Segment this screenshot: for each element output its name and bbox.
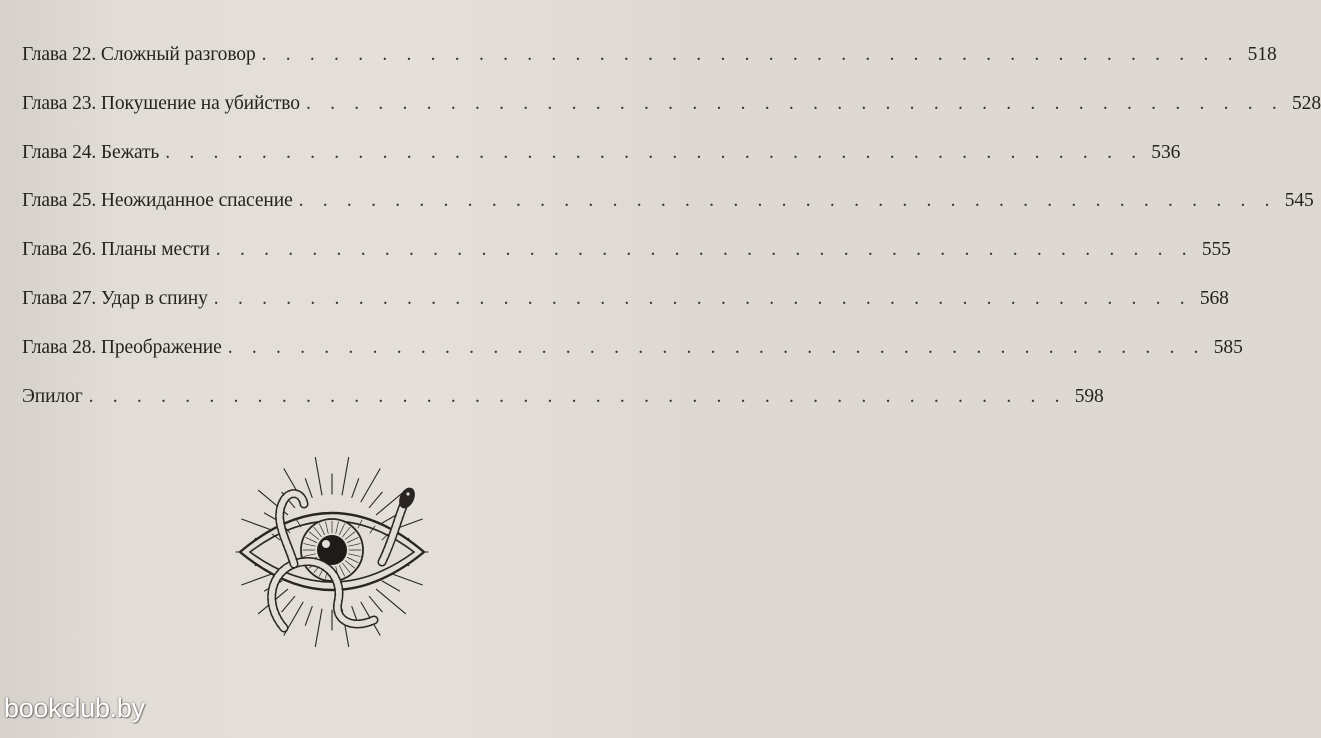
dot-leader: . . . . . . . . . . . . . . . . . . . . . . . . . . . . . . . . . . . . . . . . . xyxy=(165,141,1144,163)
dot-leader: . . . . . . . . . . . . . . . . . . . . . . . . . . . . . . . . . . . . . . . . . xyxy=(305,92,1285,114)
dot-leader: . . . . . . . . . . . . . . . . . . . . . . . . . . . . . . . . . . . . . . . . . xyxy=(227,336,1206,358)
toc-entry xyxy=(22,385,1104,435)
dot-leader: . . . . . . . . . . . . . . . . . . . . . . . . . . . . . . . . . . . . . . . . . xyxy=(213,287,1192,309)
toc-entry-page: 598 xyxy=(1074,385,1104,407)
toc-entry xyxy=(22,141,1181,191)
toc-entry xyxy=(22,92,1321,142)
toc-entry-page: 555 xyxy=(1201,239,1231,261)
dot-leader: . . . . . . . . . . . . . . . . . . . . . . . . . . . . . . . . . . . . . . . . . xyxy=(261,44,1240,65)
toc-entry-page: 568 xyxy=(1199,287,1229,309)
watermark: bookclub.by xyxy=(4,693,145,723)
toc-entry-page: 528 xyxy=(1292,92,1321,114)
dot-leader: . . . . . . . . . . . . . . . . . . . . . . . . . . . . . . . . . . . . . . . . . xyxy=(298,190,1277,212)
eye-with-serpent-icon xyxy=(232,452,432,652)
toc-entry-page: 585 xyxy=(1213,336,1243,358)
toc-entry xyxy=(22,336,1243,386)
toc-entry xyxy=(22,239,1231,288)
dot-leader: . . . . . . . . . . . . . . . . . . . . . . . . . . . . . . . . . . . . . . . . . xyxy=(88,385,1067,407)
toc-entry xyxy=(22,287,1229,337)
dot-leader: . . . . . . . . . . . . . . . . . . . . . . . . . . . . . . . . . . . . . . . . . xyxy=(215,239,1194,261)
toc-entry-title: Глава 23. Покушение на убийство xyxy=(22,92,300,114)
toc-entry-title: Глава 26. Планы мести xyxy=(22,239,210,261)
toc-entry-title: Глава 24. Бежать xyxy=(22,141,160,163)
toc-entry-page: 536 xyxy=(1151,141,1181,163)
table-of-contents xyxy=(22,44,1321,434)
toc-entry-title: Эпилог xyxy=(22,385,83,407)
toc-entry xyxy=(22,44,1277,93)
toc-entry-title: Глава 22. Сложный разговор xyxy=(22,44,256,65)
toc-entry-title: Глава 25. Неожиданное спасение xyxy=(22,190,293,212)
toc-entry-title: Глава 28. Преображение xyxy=(22,336,222,358)
toc-entry-page: 518 xyxy=(1247,44,1277,65)
toc-entry-title: Глава 27. Удар в спину xyxy=(22,287,208,309)
toc-entry-page: 545 xyxy=(1284,190,1314,212)
toc-entry xyxy=(22,190,1314,239)
